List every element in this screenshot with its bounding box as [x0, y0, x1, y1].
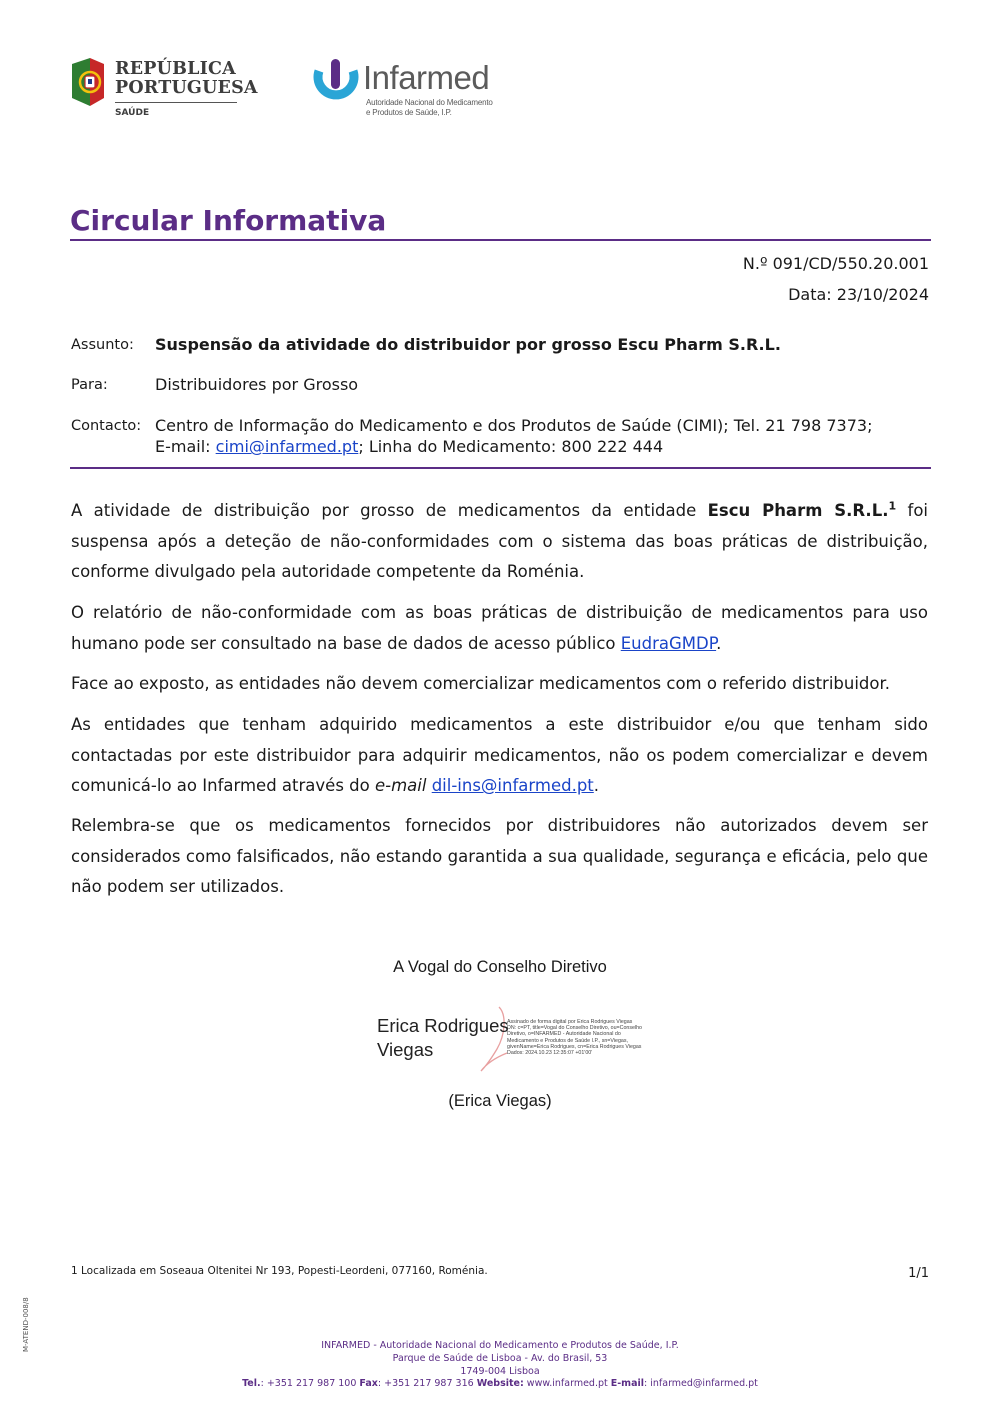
signer-name-line-2: Viegas: [377, 1039, 434, 1060]
body-paragraph-2: [71, 598, 928, 659]
contact-phone-line: ; Linha do Medicamento: 800 222 444: [358, 437, 664, 456]
signatory-role: A Vogal do Conselho Diretivo: [393, 958, 607, 976]
body-paragraph-3: [71, 669, 928, 700]
infarmed-subtitle-2: e Produtos de Saúde, I.P.: [366, 108, 452, 117]
footer-email-label: E-mail: [610, 1378, 645, 1389]
contact-line-2: [155, 437, 663, 456]
to-value: Distribuidores por Grosso: [155, 375, 359, 394]
document-title: Circular Informativa: [70, 204, 387, 237]
sig-meta-line: givenName=Erica Rodrigues, cn=Erica Rodrigues Viegas: [507, 1043, 642, 1050]
sig-meta-line: Assinado de forma digital por Erica Rodrigues Viegas: [507, 1019, 633, 1025]
infarmed-subtitle-1: Autoridade Nacional do Medicamento: [366, 98, 493, 107]
p2-text-a: O relatório de não-conformidade com as boas práticas de distribuição de medicamentos para uso humano pode ser consultado na base de dados de acesso público: [71, 603, 928, 653]
footer-website[interactable]: www.infarmed.pt: [523, 1378, 611, 1389]
footnote: 1 Localizada em Soseaua Oltenitei Nr 193, Popesti-Leordeni, 077160, Roménia.: [71, 1265, 488, 1277]
logo-divider: [115, 102, 237, 103]
p3-text: Face ao exposto, as entidades não devem comercializar medicamentos com o referido distribuidor.: [71, 674, 891, 693]
infarmed-logo: [313, 57, 503, 123]
p4-text-b: .: [593, 776, 600, 795]
footer-org: INFARMED - Autoridade Nacional do Medicamento e Produtos de Saúde, I.P.: [321, 1340, 679, 1351]
email-word: e-mail: [374, 776, 427, 795]
contact-email-prefix: E-mail:: [155, 437, 216, 456]
p4-text-a: As entidades que tenham adquirido medicamentos a este distribuidor e/ou que tenham sido contactadas por este distribuidor para adquirir medicamentos, não os podem comercializar e devem comunicá-lo ao Infarmed através do: [71, 715, 928, 795]
signer-name-line-1: Erica Rodrigues: [377, 1015, 509, 1036]
footer-web-label: Website:: [476, 1378, 524, 1389]
footer-fax-label: Fax: [359, 1378, 378, 1389]
saude-text: SAÚDE: [115, 108, 150, 118]
digital-signature: [377, 1005, 643, 1075]
p5-text: Relembra-se que os medicamentos fornecidos por distribuidores não autorizados devem ser considerados como falsificados, não estando garantida a sua qualidade, segurança e eficácia, pelo que não podem ser utilizados.: [71, 816, 928, 896]
circular-date: Data: 23/10/2024: [788, 285, 929, 304]
coat-of-arms-icon: [70, 58, 106, 106]
footer-email[interactable]: : infarmed@infarmed.pt: [644, 1378, 758, 1389]
p2-text-b: .: [716, 633, 722, 653]
portuguesa-text: PORTUGUESA: [115, 78, 258, 98]
body-paragraph-4: [71, 710, 928, 802]
footer-fax: : +351 217 987 316: [377, 1378, 477, 1389]
sig-meta-line: Medicamento e Produtos de Saúde I.P., sn=Viegas,: [507, 1037, 628, 1044]
republica-text: REPÚBLICA: [115, 59, 236, 79]
body-paragraph-1: [71, 496, 928, 588]
infarmed-mark-icon: [313, 57, 359, 107]
to-label: Para:: [71, 377, 108, 393]
subject-label: Assunto:: [71, 337, 134, 353]
dil-ins-email-link[interactable]: dil-ins@infarmed.pt: [431, 776, 594, 795]
contact-label: Contacto:: [71, 418, 142, 434]
contact-line-1: Centro de Informação do Medicamento e dos Produtos de Saúde (CIMI); Tel. 21 798 7373;: [155, 416, 873, 435]
footer-tel-label: Tel.: [242, 1378, 261, 1389]
sig-meta-line: Diretivo, o=INFARMED - Autoridade Nacional do: [507, 1031, 621, 1038]
subject-value: Suspensão da atividade do distribuidor por grosso Escu Pharm S.R.L.: [155, 335, 781, 354]
footnote-ref: 1: [888, 499, 897, 513]
signer-short-name: (Erica Viegas): [448, 1092, 552, 1110]
form-code: M-ATEND-008/8: [22, 1297, 30, 1352]
republica-portuguesa-logo: [70, 56, 258, 122]
circular-number: N.º 091/CD/550.20.001: [742, 254, 929, 273]
title-divider: [70, 239, 931, 241]
p1-text-a: A atividade de distribuição por grosso de medicamentos da entidade: [71, 501, 708, 520]
sig-meta-line: Dados: 2024.10.23 12:35:07 +01'00': [507, 1050, 593, 1057]
footer-address: Parque de Saúde de Lisboa - Av. do Brasil, 53: [392, 1353, 608, 1364]
infarmed-name: Infarmed: [363, 59, 490, 96]
entity-name: Escu Pharm S.R.L.: [707, 501, 889, 520]
page-number: 1/1: [908, 1266, 929, 1281]
footer-contacts: [0, 1378, 1000, 1389]
header-divider: [70, 467, 931, 469]
body-paragraph-5: [71, 811, 928, 903]
eudragmdp-link[interactable]: EudraGMDP: [620, 633, 717, 653]
sig-meta-line: DN: c=PT, title=Vogal do Conselho Diretivo, ou=Conselho: [507, 1025, 643, 1032]
signature-metadata: [507, 1019, 643, 1057]
contact-email-link[interactable]: cimi@infarmed.pt: [215, 437, 359, 456]
p1-text-b: foi suspensa após a deteção de não-conformidades com o sistema das boas práticas de distribuição, conforme divulgado pela autoridade competente da Roménia.: [71, 501, 928, 581]
footer-tel: : +351 217 987 100: [260, 1378, 360, 1389]
footer-postcode: 1749-004 Lisboa: [460, 1366, 540, 1377]
